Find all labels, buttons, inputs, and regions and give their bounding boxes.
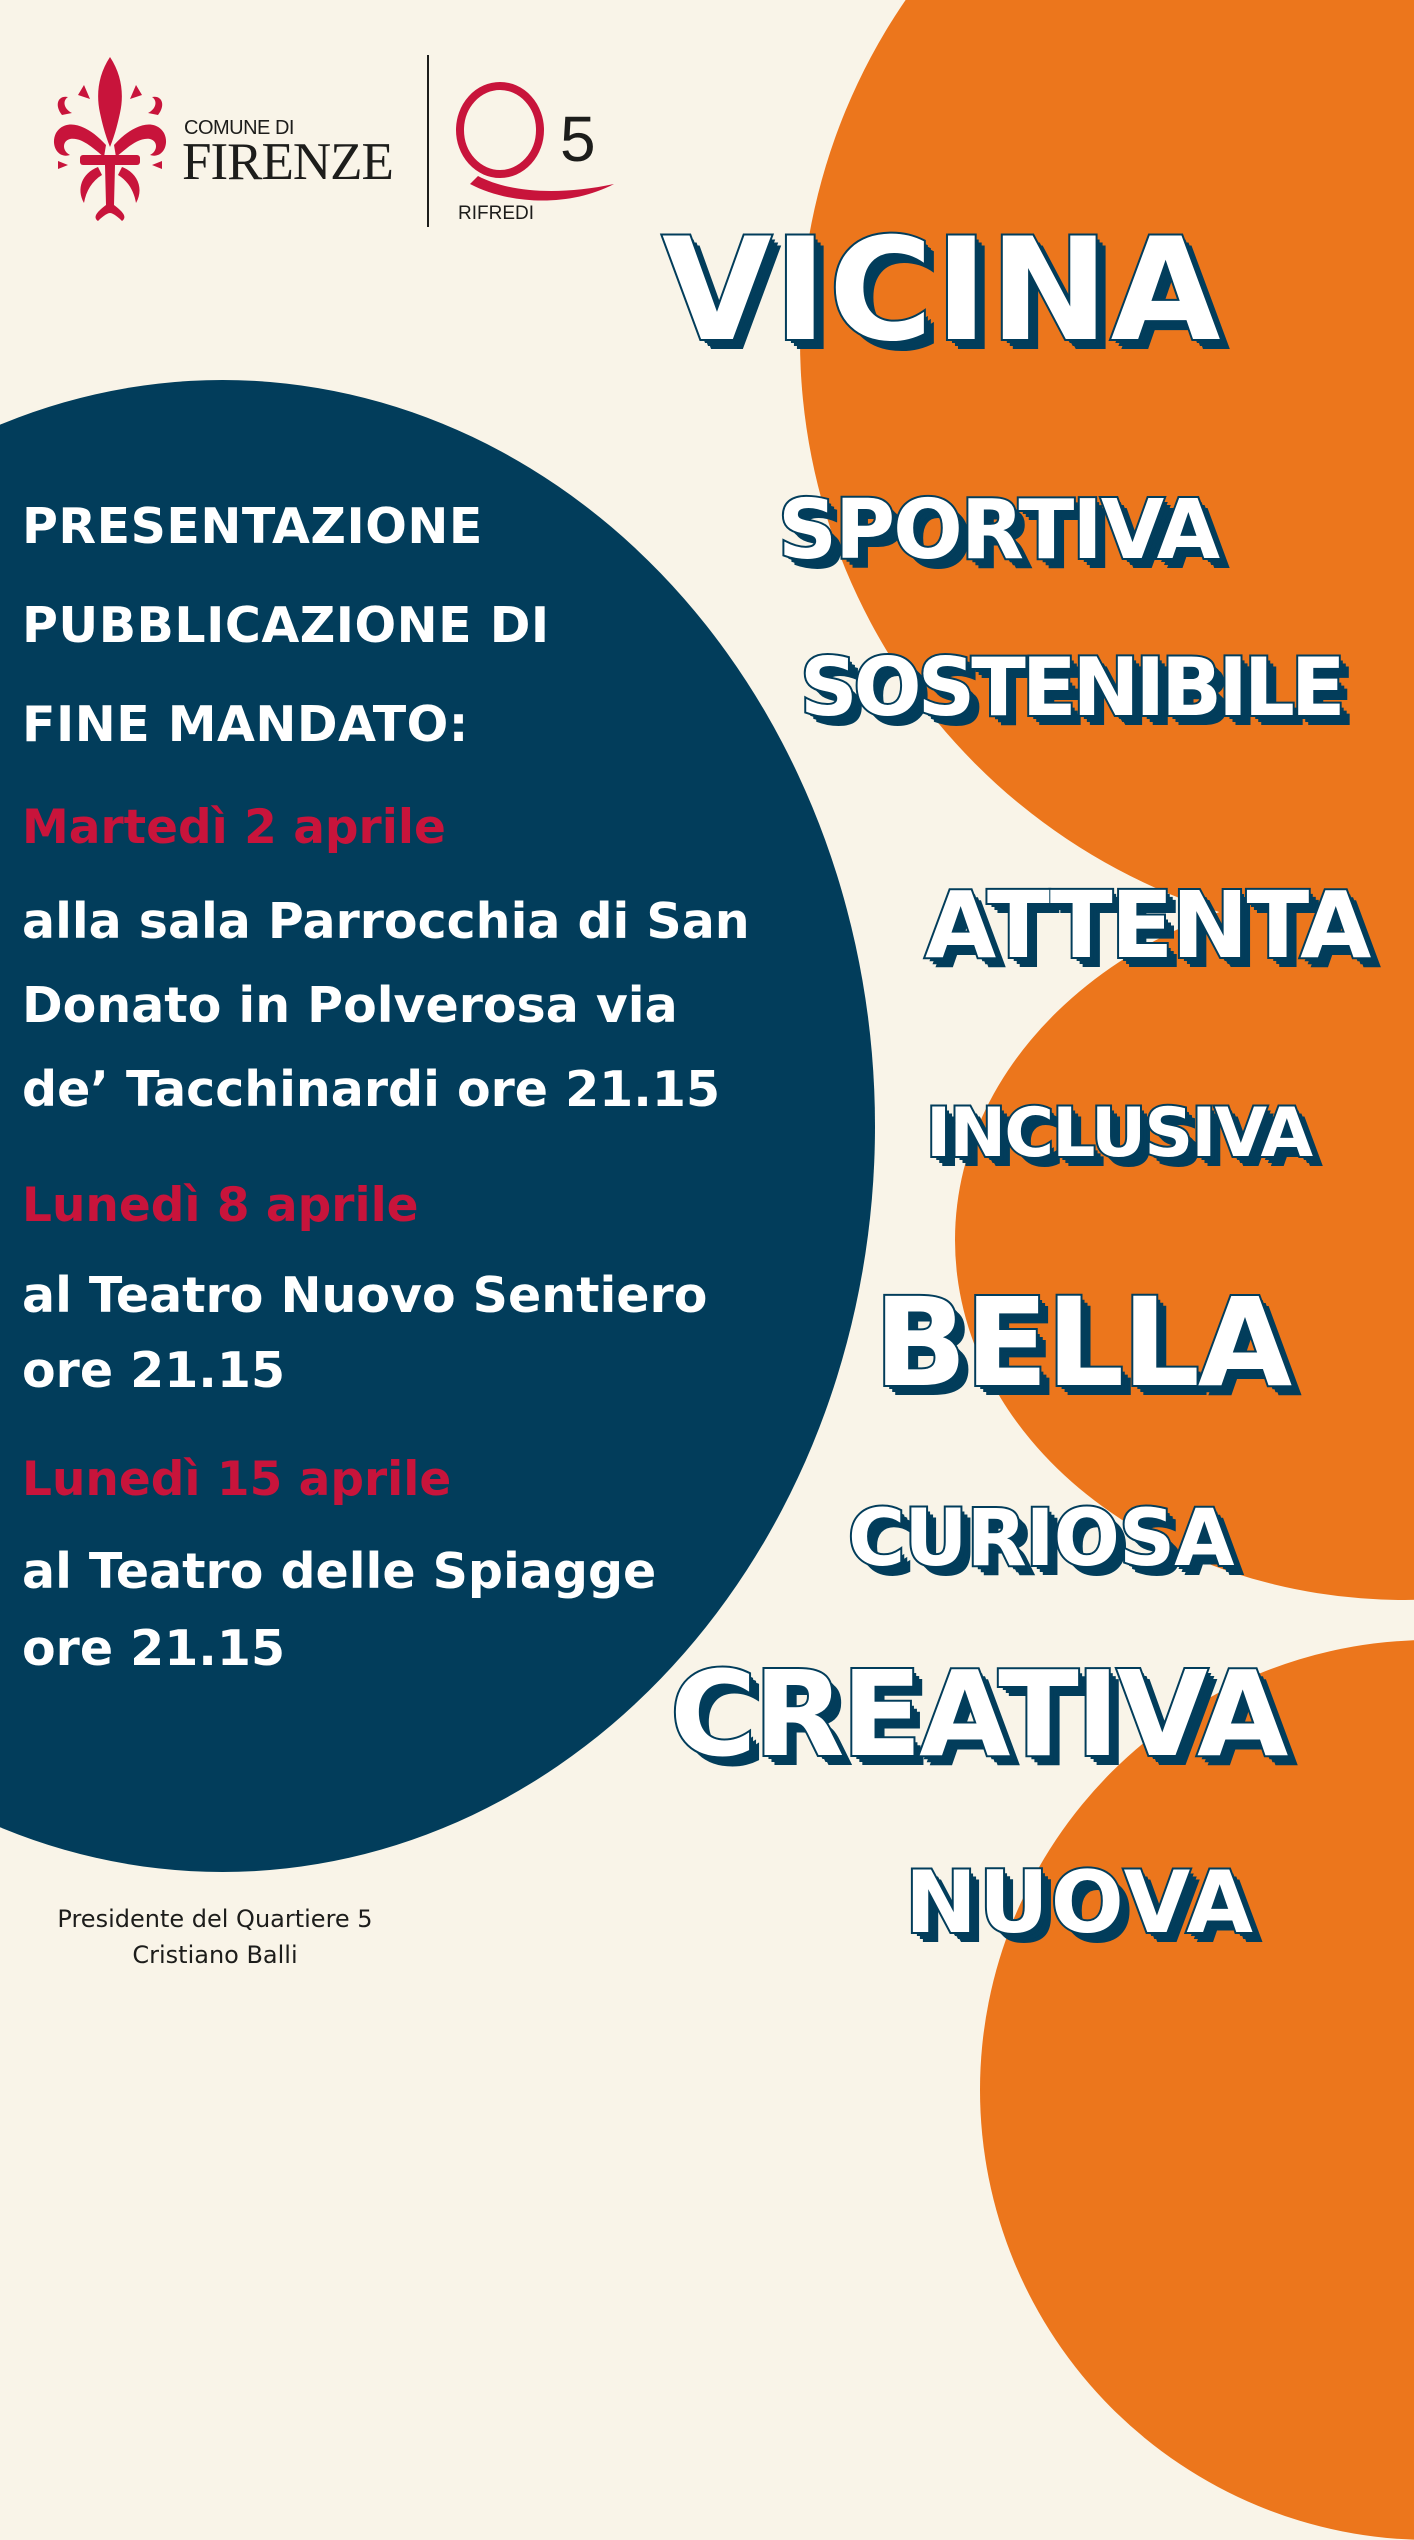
event-place-line: al Teatro Nuovo Sentiero [22, 1267, 708, 1324]
comune-label: COMUNE DI [184, 117, 294, 139]
event-date: Martedì 2 aprile [22, 800, 446, 855]
event-place-line: al Teatro delle Spiagge [22, 1543, 657, 1600]
adjective-word: SPORTIVA [778, 483, 1219, 578]
heading-line: PUBBLICAZIONE DI [22, 597, 550, 654]
heading-line: PRESENTAZIONE [22, 498, 483, 555]
event-place-line: alla sala Parrocchia di San [22, 893, 750, 950]
event-date: Lunedì 8 aprile [22, 1178, 419, 1233]
quartiere-number: 5 [560, 103, 596, 175]
adjective-word: BELLA [874, 1272, 1291, 1414]
adjective-word: CURIOSA [848, 1494, 1234, 1584]
florence-lily-logo-icon [48, 55, 173, 225]
adjective-word: VICINA [662, 208, 1223, 373]
orange-background-shape [800, 0, 1414, 940]
header-logos [0, 0, 700, 240]
adjective-word: NUOVA [905, 1853, 1255, 1953]
quartiere-name: RIFREDI [458, 203, 534, 224]
adjective-word: CREATIVA [670, 1645, 1286, 1783]
adjective-word: INCLUSIVA [926, 1094, 1312, 1173]
footer-name: Cristiano Balli [132, 1941, 298, 1969]
event-place-line: Donato in Polverosa via [22, 977, 678, 1034]
event-place-line: de’ Tacchinardi ore 21.15 [22, 1061, 721, 1118]
city-label: FIRENZE [182, 133, 393, 191]
event-place-line: ore 21.15 [22, 1620, 286, 1677]
adjective-word: SOSTENIBILE [800, 641, 1342, 734]
adjective-word: ATTENTA [925, 872, 1370, 979]
orange-background-shape [955, 880, 1414, 1600]
event-date: Lunedì 15 aprile [22, 1452, 452, 1507]
logo-divider [427, 55, 429, 227]
heading-line: FINE MANDATO: [22, 696, 469, 753]
event-place-line: ore 21.15 [22, 1342, 286, 1399]
footer-role: Presidente del Quartiere 5 [57, 1905, 373, 1933]
